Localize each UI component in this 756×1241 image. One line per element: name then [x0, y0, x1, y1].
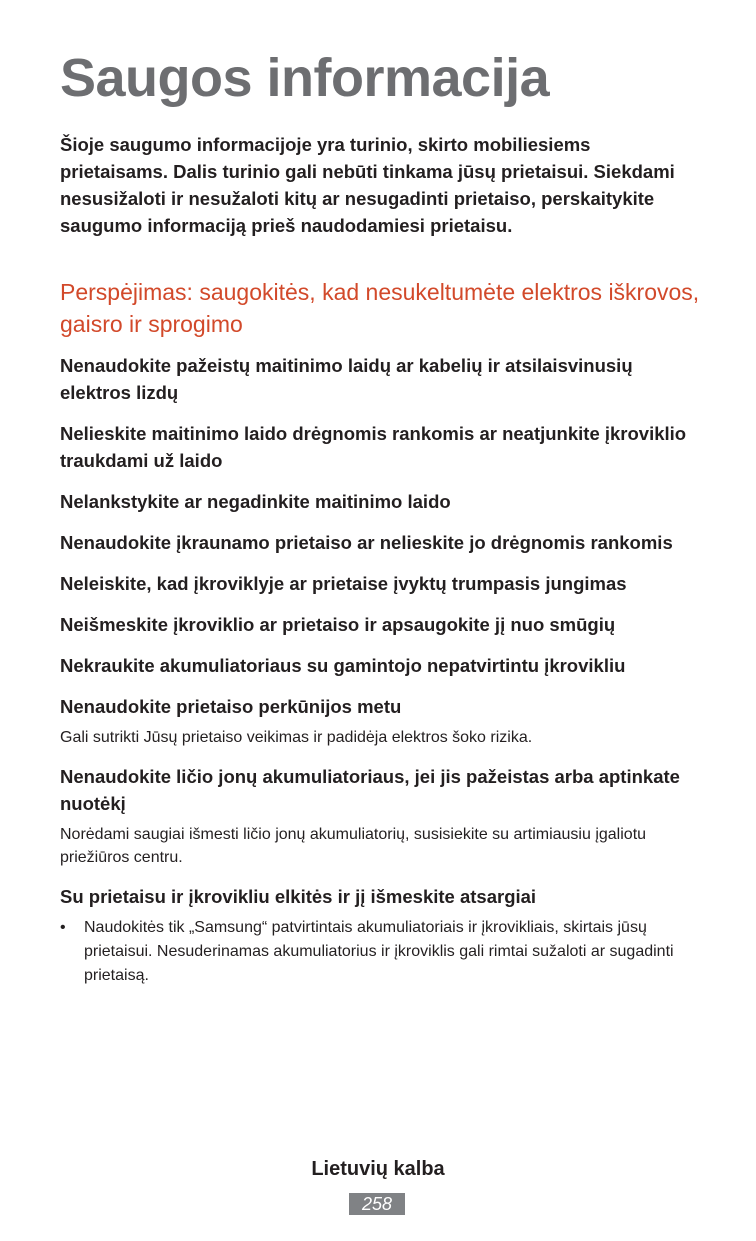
safety-item-heading: Nenaudokite prietaiso perkūnijos metu [60, 696, 402, 717]
warning-heading: Perspėjimas: saugokitės, kad nesukeltumėte elektros iškrovos, gaisro ir sprogimo [60, 279, 700, 337]
safety-item-heading: Nelankstykite ar negadinkite maitinimo laido [60, 491, 451, 512]
safety-item-heading: Nenaudokite pažeistų maitinimo laidų ar kabelių ir atsilaisvinusių elektros lizdų [60, 355, 633, 403]
bullet-marker: • [60, 919, 66, 936]
safety-item [60, 420, 700, 474]
safety-item-heading: Neišmeskite įkroviklio ar prietaiso ir apsaugokite jį nuo smūgių [60, 614, 616, 635]
safety-item [60, 652, 700, 679]
safety-item [60, 488, 700, 515]
page-number-badge: 258 [349, 1193, 405, 1215]
safety-item [60, 529, 700, 556]
bullet-text: Naudokitės tik „Samsung“ patvirtintais akumuliatoriais ir įkrovikliais, skirtais jūsų prietaisui. Nesuderinamas akumuliatorius ir įkroviklis gali rimtai sužaloti ar sugadinti prietaisą. [84, 919, 674, 984]
language-label: Lietuvių kalba [311, 1158, 445, 1180]
safety-item [60, 611, 700, 638]
safety-item-heading: Nekraukite akumuliatoriaus su gamintojo nepatvirtintu įkrovikliu [60, 655, 626, 676]
safety-item-heading: Nenaudokite įkraunamo prietaiso ar nelieskite jo drėgnomis rankomis [60, 532, 673, 553]
safety-item [60, 693, 700, 749]
intro-paragraph: Šioje saugumo informacijoje yra turinio, skirto mobiliesiems prietaisams. Dalis turinio gali nebūti tinkama jūsų prietaisui. Siekdami nesusižaloti ir nesužaloti kitų ar nesugadinti prietaiso, perskaitykite saugumo informaciją prieš naudodamiesi prietaisu. [60, 134, 675, 236]
safety-sections [60, 352, 700, 1002]
safety-item-body: Gali sutrikti Jūsų prietaiso veikimas ir padidėja elektros šoko rizika. [60, 729, 533, 746]
safety-item-heading: Su prietaisu ir įkrovikliu elkitės ir jį išmeskite atsargiai [60, 886, 537, 907]
safety-item [60, 352, 700, 406]
safety-item-heading: Nelieskite maitinimo laido drėgnomis rankomis ar neatjunkite įkroviklio traukdami už laido [60, 423, 687, 471]
safety-item-heading: Neleiskite, kad įkroviklyje ar prietaise įvyktų trumpasis jungimas [60, 573, 627, 594]
safety-item [60, 883, 700, 988]
safety-item-heading: Nenaudokite ličio jonų akumuliatoriaus, jei jis pažeistas arba aptinkate nuotėkį [60, 766, 680, 814]
safety-item [60, 763, 700, 869]
safety-item-body: Norėdami saugiai išmesti ličio jonų akumuliatorių, susisiekite su artimiausiu įgaliotu priežiūros centru. [60, 826, 647, 866]
safety-item [60, 570, 700, 597]
bullet-item [60, 916, 700, 988]
page-title: Saugos informacija [60, 48, 550, 108]
